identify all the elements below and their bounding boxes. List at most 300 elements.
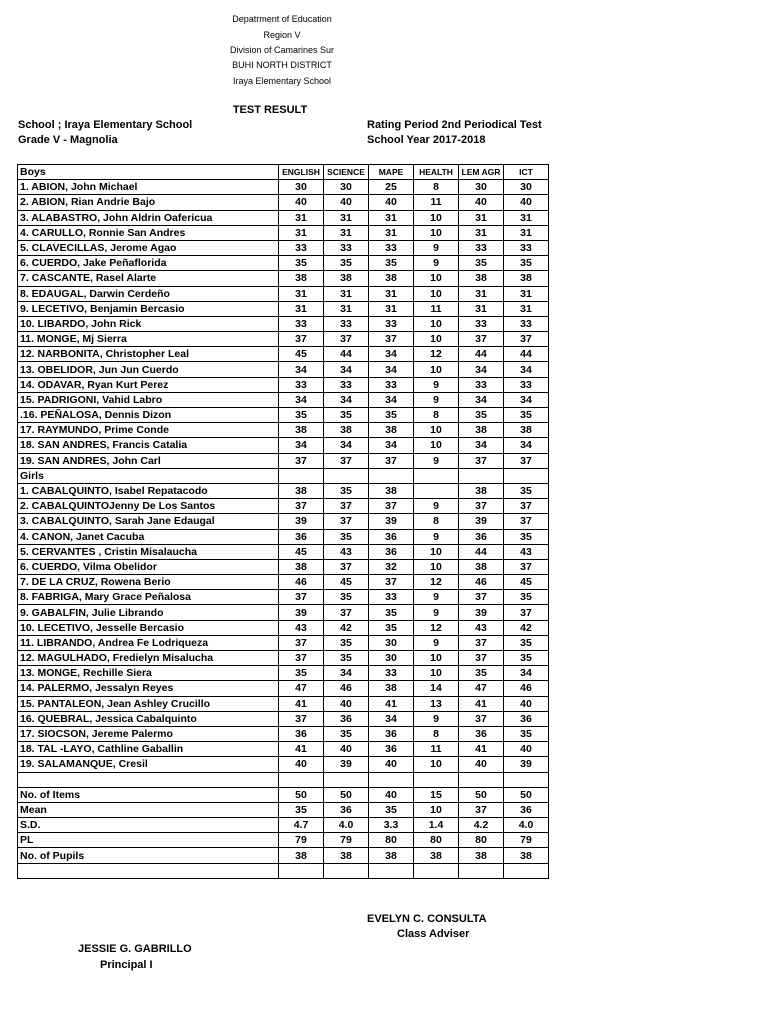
score-cell: 30 bbox=[369, 651, 414, 666]
score-cell: 40 bbox=[504, 195, 549, 210]
score-cell: 31 bbox=[279, 301, 324, 316]
table-row bbox=[18, 195, 549, 210]
table-row bbox=[18, 210, 549, 225]
score-cell: 36 bbox=[369, 742, 414, 757]
score-cell: 4.0 bbox=[324, 818, 369, 833]
row-label-cell: 14. ODAVAR, Ryan Kurt Perez bbox=[18, 377, 279, 392]
score-cell: 35 bbox=[504, 408, 549, 423]
row-label-cell: 12. MAGULHADO, Fredielyn Misalucha bbox=[18, 651, 279, 666]
score-cell: 36 bbox=[324, 711, 369, 726]
score-cell: 30 bbox=[324, 180, 369, 195]
row-label-cell: 7. CASCANTE, Rasel Alarte bbox=[18, 271, 279, 286]
score-cell: 40 bbox=[369, 787, 414, 802]
score-cell bbox=[459, 863, 504, 878]
table-row bbox=[18, 271, 549, 286]
table-row bbox=[18, 620, 549, 635]
score-cell: 40 bbox=[369, 757, 414, 772]
row-label-cell: 15. PADRIGONI, Vahid Labro bbox=[18, 392, 279, 407]
score-cell: 38 bbox=[459, 483, 504, 498]
row-label-cell: 11. LIBRANDO, Andrea Fe Lodriqueza bbox=[18, 635, 279, 650]
score-cell: 32 bbox=[369, 559, 414, 574]
table-row bbox=[18, 575, 549, 590]
score-cell: 37 bbox=[279, 453, 324, 468]
score-cell: 80 bbox=[414, 833, 459, 848]
score-cell: 10 bbox=[414, 316, 459, 331]
row-label-cell: 3. CABALQUINTO, Sarah Jane Edaugal bbox=[18, 514, 279, 529]
score-cell: 31 bbox=[459, 286, 504, 301]
score-cell: 10 bbox=[414, 332, 459, 347]
score-cell: 33 bbox=[504, 316, 549, 331]
score-cell: 37 bbox=[504, 499, 549, 514]
header-line-department: Depatrment of Education bbox=[232, 14, 332, 24]
score-cell: 35 bbox=[504, 635, 549, 650]
score-cell: 14 bbox=[414, 681, 459, 696]
table-row bbox=[18, 605, 549, 620]
score-cell: 9 bbox=[414, 605, 459, 620]
score-cell: 10 bbox=[414, 362, 459, 377]
score-cell: 37 bbox=[324, 514, 369, 529]
score-cell: 3.3 bbox=[369, 818, 414, 833]
table-row bbox=[18, 651, 549, 666]
score-cell: 34 bbox=[279, 362, 324, 377]
score-cell: 37 bbox=[459, 635, 504, 650]
table-row bbox=[18, 635, 549, 650]
score-cell: ENGLISH bbox=[279, 165, 324, 180]
score-cell: 37 bbox=[504, 559, 549, 574]
score-cell: 35 bbox=[459, 408, 504, 423]
score-cell: 40 bbox=[369, 195, 414, 210]
score-cell bbox=[414, 468, 459, 483]
score-cell: 44 bbox=[459, 347, 504, 362]
score-cell: 10 bbox=[414, 651, 459, 666]
table-header-row bbox=[18, 165, 549, 180]
row-label-cell: 17. SIOCSON, Jereme Palermo bbox=[18, 726, 279, 741]
score-cell: 34 bbox=[504, 362, 549, 377]
score-cell: 10 bbox=[414, 225, 459, 240]
score-cell: 35 bbox=[504, 483, 549, 498]
score-cell: 40 bbox=[279, 195, 324, 210]
score-cell: 33 bbox=[459, 377, 504, 392]
score-cell: 35 bbox=[324, 590, 369, 605]
score-cell: LEM AGR bbox=[459, 165, 504, 180]
score-cell: 80 bbox=[369, 833, 414, 848]
score-cell bbox=[279, 772, 324, 787]
row-label-cell: 19. SALAMANQUE, Cresil bbox=[18, 757, 279, 772]
score-cell: 45 bbox=[279, 347, 324, 362]
score-cell: 31 bbox=[324, 301, 369, 316]
score-cell: 39 bbox=[279, 605, 324, 620]
score-cell: 34 bbox=[324, 438, 369, 453]
score-cell: 8 bbox=[414, 408, 459, 423]
score-cell: 9 bbox=[414, 392, 459, 407]
score-cell: 45 bbox=[504, 575, 549, 590]
grade-info: Grade V - Magnolia bbox=[18, 134, 118, 146]
score-cell: 44 bbox=[324, 347, 369, 362]
score-cell: 47 bbox=[459, 681, 504, 696]
score-cell: 37 bbox=[279, 635, 324, 650]
score-cell: 37 bbox=[504, 514, 549, 529]
score-cell: 39 bbox=[504, 757, 549, 772]
score-cell bbox=[459, 468, 504, 483]
table-row bbox=[18, 316, 549, 331]
row-label-cell: 10. LIBARDO, John Rick bbox=[18, 316, 279, 331]
row-label-cell: No. of Pupils bbox=[18, 848, 279, 863]
row-label-cell: 13. OBELIDOR, Jun Jun Cuerdo bbox=[18, 362, 279, 377]
score-cell: 33 bbox=[504, 377, 549, 392]
score-cell: 37 bbox=[279, 590, 324, 605]
score-cell: 33 bbox=[279, 377, 324, 392]
score-cell: 37 bbox=[324, 499, 369, 514]
score-cell: 43 bbox=[279, 620, 324, 635]
score-cell: 9 bbox=[414, 256, 459, 271]
score-cell: 33 bbox=[504, 240, 549, 255]
header-line-district: BUHI NORTH DISTRICT bbox=[232, 60, 332, 70]
score-cell: 36 bbox=[279, 726, 324, 741]
score-cell: 35 bbox=[324, 635, 369, 650]
score-cell: 30 bbox=[369, 635, 414, 650]
table-row bbox=[18, 377, 549, 392]
row-label-cell: Mean bbox=[18, 802, 279, 817]
score-cell: 10 bbox=[414, 666, 459, 681]
score-cell: 40 bbox=[279, 757, 324, 772]
score-cell: 38 bbox=[279, 559, 324, 574]
score-cell: 42 bbox=[324, 620, 369, 635]
score-cell: 10 bbox=[414, 286, 459, 301]
school-info: School ; Iraya Elementary School bbox=[18, 119, 193, 131]
score-cell: 35 bbox=[324, 256, 369, 271]
row-label-cell: 3. ALABASTRO, John Aldrin Oafericua bbox=[18, 210, 279, 225]
table-row bbox=[18, 757, 549, 772]
score-cell: 34 bbox=[459, 362, 504, 377]
score-cell: 44 bbox=[459, 544, 504, 559]
score-cell: 31 bbox=[369, 301, 414, 316]
score-cell: 10 bbox=[414, 544, 459, 559]
score-cell: 50 bbox=[459, 787, 504, 802]
score-cell: 38 bbox=[459, 848, 504, 863]
score-cell: 37 bbox=[459, 332, 504, 347]
score-cell bbox=[504, 863, 549, 878]
score-cell: 31 bbox=[279, 286, 324, 301]
score-cell: 10 bbox=[414, 438, 459, 453]
score-cell: 35 bbox=[504, 529, 549, 544]
score-cell: 38 bbox=[279, 848, 324, 863]
score-cell: 42 bbox=[504, 620, 549, 635]
score-cell: 34 bbox=[504, 666, 549, 681]
row-label-cell: .16. PEÑALOSA, Dennis Dizon bbox=[18, 408, 279, 423]
score-cell: 34 bbox=[324, 666, 369, 681]
score-cell bbox=[369, 772, 414, 787]
score-cell: 31 bbox=[324, 210, 369, 225]
table-row bbox=[18, 514, 549, 529]
score-cell: 35 bbox=[369, 802, 414, 817]
score-cell: 79 bbox=[504, 833, 549, 848]
row-label-cell: 12. NARBONITA, Christopher Leal bbox=[18, 347, 279, 362]
score-cell: 38 bbox=[279, 483, 324, 498]
score-cell: 46 bbox=[459, 575, 504, 590]
score-cell: 36 bbox=[504, 802, 549, 817]
score-cell: 43 bbox=[504, 544, 549, 559]
score-cell: 38 bbox=[324, 848, 369, 863]
document-title: TEST RESULT bbox=[232, 104, 308, 116]
score-cell bbox=[504, 468, 549, 483]
table-row bbox=[18, 529, 549, 544]
header-line-region: Region V bbox=[263, 30, 301, 40]
row-label-cell: 1. ABION, John Michael bbox=[18, 180, 279, 195]
score-cell: 31 bbox=[459, 301, 504, 316]
score-cell: 38 bbox=[369, 848, 414, 863]
score-cell: 46 bbox=[504, 681, 549, 696]
table-row bbox=[18, 408, 549, 423]
table-row bbox=[18, 681, 549, 696]
score-cell: 36 bbox=[279, 529, 324, 544]
score-cell: 39 bbox=[369, 514, 414, 529]
score-cell: 41 bbox=[459, 696, 504, 711]
principal-name: JESSIE G. GABRILLO bbox=[78, 943, 192, 955]
table-row bbox=[18, 225, 549, 240]
score-cell: 35 bbox=[504, 256, 549, 271]
score-cell: 33 bbox=[369, 316, 414, 331]
score-cell: 36 bbox=[504, 711, 549, 726]
score-cell bbox=[324, 863, 369, 878]
score-cell bbox=[414, 772, 459, 787]
score-cell: 33 bbox=[369, 666, 414, 681]
score-cell: 10 bbox=[414, 757, 459, 772]
table-row bbox=[18, 742, 549, 757]
score-cell: 41 bbox=[369, 696, 414, 711]
score-cell: 43 bbox=[459, 620, 504, 635]
score-cell: 38 bbox=[504, 271, 549, 286]
score-cell: 50 bbox=[504, 787, 549, 802]
row-label-cell: 11. MONGE, Mj Sierra bbox=[18, 332, 279, 347]
score-cell: 34 bbox=[459, 438, 504, 453]
score-cell: 9 bbox=[414, 590, 459, 605]
score-cell bbox=[414, 483, 459, 498]
score-cell: 36 bbox=[459, 726, 504, 741]
score-cell: 35 bbox=[324, 726, 369, 741]
score-cell: 41 bbox=[279, 696, 324, 711]
score-cell: 37 bbox=[324, 559, 369, 574]
score-cell: 12 bbox=[414, 620, 459, 635]
score-cell: 45 bbox=[279, 544, 324, 559]
score-cell: 37 bbox=[324, 605, 369, 620]
score-cell: 38 bbox=[504, 423, 549, 438]
score-cell: 34 bbox=[504, 392, 549, 407]
score-cell: SCIENCE bbox=[324, 165, 369, 180]
row-label-cell: 15. PANTALEON, Jean Ashley Crucillo bbox=[18, 696, 279, 711]
score-cell: 36 bbox=[369, 544, 414, 559]
score-cell: 31 bbox=[324, 286, 369, 301]
score-cell: 38 bbox=[369, 423, 414, 438]
score-cell: 35 bbox=[504, 651, 549, 666]
table-row bbox=[18, 726, 549, 741]
score-cell: 38 bbox=[369, 681, 414, 696]
table-row bbox=[18, 711, 549, 726]
score-cell: 41 bbox=[459, 742, 504, 757]
score-cell: HEALTH bbox=[414, 165, 459, 180]
score-cell: 35 bbox=[279, 666, 324, 681]
score-cell: 38 bbox=[369, 483, 414, 498]
score-cell bbox=[504, 772, 549, 787]
score-cell: 10 bbox=[414, 210, 459, 225]
score-cell: 34 bbox=[369, 362, 414, 377]
score-cell: 37 bbox=[504, 332, 549, 347]
table-row bbox=[18, 362, 549, 377]
row-label-cell: 14. PALERMO, Jessalyn Reyes bbox=[18, 681, 279, 696]
score-cell: 37 bbox=[279, 499, 324, 514]
score-cell: 35 bbox=[279, 408, 324, 423]
score-cell bbox=[279, 863, 324, 878]
score-cell: 31 bbox=[504, 286, 549, 301]
score-cell: 35 bbox=[279, 802, 324, 817]
score-cell: 30 bbox=[504, 180, 549, 195]
score-cell: 4.7 bbox=[279, 818, 324, 833]
score-cell: 9 bbox=[414, 635, 459, 650]
table-row bbox=[18, 438, 549, 453]
score-cell: 39 bbox=[459, 605, 504, 620]
score-cell: 36 bbox=[459, 529, 504, 544]
score-cell: 34 bbox=[459, 392, 504, 407]
score-cell: 34 bbox=[279, 392, 324, 407]
row-label-cell: 7. DE LA CRUZ, Rowena Berio bbox=[18, 575, 279, 590]
table-row bbox=[18, 590, 549, 605]
score-cell: 38 bbox=[459, 271, 504, 286]
score-cell: 37 bbox=[459, 802, 504, 817]
score-cell: 45 bbox=[324, 575, 369, 590]
score-cell: 38 bbox=[459, 423, 504, 438]
score-cell: 40 bbox=[504, 742, 549, 757]
score-cell: 33 bbox=[324, 316, 369, 331]
score-cell: 40 bbox=[324, 742, 369, 757]
score-cell: 31 bbox=[459, 210, 504, 225]
score-cell: 31 bbox=[324, 225, 369, 240]
score-cell: 35 bbox=[279, 256, 324, 271]
table-row bbox=[18, 392, 549, 407]
table-row bbox=[18, 483, 549, 498]
score-cell: 10 bbox=[414, 559, 459, 574]
score-cell: 38 bbox=[504, 848, 549, 863]
score-cell: 41 bbox=[279, 742, 324, 757]
row-label-cell: 8. EDAUGAL, Darwin Cerdeño bbox=[18, 286, 279, 301]
score-cell: 33 bbox=[324, 240, 369, 255]
table-row bbox=[18, 453, 549, 468]
row-label-cell bbox=[18, 863, 279, 878]
score-cell: 37 bbox=[279, 332, 324, 347]
score-cell: 25 bbox=[369, 180, 414, 195]
score-cell: 31 bbox=[369, 210, 414, 225]
score-cell: 33 bbox=[459, 316, 504, 331]
table-row bbox=[18, 256, 549, 271]
row-label-cell: PL bbox=[18, 833, 279, 848]
score-cell: 10 bbox=[414, 271, 459, 286]
row-label-cell: 9. LECETIVO, Benjamin Bercasio bbox=[18, 301, 279, 316]
score-cell: 11 bbox=[414, 195, 459, 210]
score-cell: 33 bbox=[369, 377, 414, 392]
adviser-title: Class Adviser bbox=[397, 928, 470, 940]
score-cell: 37 bbox=[279, 651, 324, 666]
score-cell: 35 bbox=[369, 256, 414, 271]
summary-row bbox=[18, 818, 549, 833]
score-cell: 8 bbox=[414, 726, 459, 741]
row-label-cell: 5. CLAVECILLAS, Jerome Agao bbox=[18, 240, 279, 255]
score-cell: 47 bbox=[279, 681, 324, 696]
score-cell: MAPE bbox=[369, 165, 414, 180]
score-cell: 79 bbox=[324, 833, 369, 848]
score-cell: 37 bbox=[459, 651, 504, 666]
score-cell: 9 bbox=[414, 529, 459, 544]
score-cell: 40 bbox=[324, 696, 369, 711]
summary-row bbox=[18, 833, 549, 848]
score-cell: 34 bbox=[324, 392, 369, 407]
score-cell: 37 bbox=[504, 453, 549, 468]
row-label-cell: 10. LECETIVO, Jesselle Bercasio bbox=[18, 620, 279, 635]
score-cell: 31 bbox=[504, 301, 549, 316]
score-cell: 8 bbox=[414, 180, 459, 195]
table-row bbox=[18, 696, 549, 711]
summary-row bbox=[18, 787, 549, 802]
score-cell: 36 bbox=[369, 726, 414, 741]
score-cell: 33 bbox=[369, 590, 414, 605]
score-cell: 40 bbox=[324, 195, 369, 210]
table-row bbox=[18, 666, 549, 681]
row-label-cell: 9. GABALFIN, Julie Librando bbox=[18, 605, 279, 620]
table-row bbox=[18, 347, 549, 362]
row-label-cell: 18. TAL -LAYO, Cathline Gaballin bbox=[18, 742, 279, 757]
score-cell: 37 bbox=[324, 453, 369, 468]
score-cell: 37 bbox=[369, 575, 414, 590]
score-cell: 36 bbox=[369, 529, 414, 544]
score-cell: 36 bbox=[324, 802, 369, 817]
score-cell: 31 bbox=[369, 286, 414, 301]
score-cell: 10 bbox=[414, 802, 459, 817]
table-row bbox=[18, 499, 549, 514]
score-cell: 38 bbox=[324, 271, 369, 286]
score-cell: 31 bbox=[369, 225, 414, 240]
score-cell: 40 bbox=[504, 696, 549, 711]
score-cell: 40 bbox=[459, 195, 504, 210]
score-cell bbox=[369, 468, 414, 483]
score-cell: 34 bbox=[279, 438, 324, 453]
score-cell: 37 bbox=[369, 453, 414, 468]
score-cell: 10 bbox=[414, 423, 459, 438]
blank-row bbox=[18, 863, 549, 878]
rating-period-info: Rating Period 2nd Periodical Test bbox=[367, 119, 542, 131]
score-cell: 39 bbox=[459, 514, 504, 529]
score-cell: 31 bbox=[504, 225, 549, 240]
score-cell: 9 bbox=[414, 711, 459, 726]
principal-title: Principal I bbox=[100, 959, 153, 971]
school-year-info: School Year 2017-2018 bbox=[367, 134, 486, 146]
row-label-cell: S.D. bbox=[18, 818, 279, 833]
score-cell: 34 bbox=[324, 362, 369, 377]
score-cell bbox=[324, 772, 369, 787]
score-cell: 15 bbox=[414, 787, 459, 802]
score-cell: 79 bbox=[279, 833, 324, 848]
summary-row bbox=[18, 802, 549, 817]
score-cell: 37 bbox=[324, 332, 369, 347]
score-cell: 37 bbox=[459, 590, 504, 605]
score-cell bbox=[459, 772, 504, 787]
score-cell: 9 bbox=[414, 453, 459, 468]
table-row bbox=[18, 301, 549, 316]
score-cell: 37 bbox=[279, 711, 324, 726]
score-cell: 35 bbox=[324, 651, 369, 666]
score-cell: 33 bbox=[324, 377, 369, 392]
row-label-cell: 2. CABALQUINTOJenny De Los Santos bbox=[18, 499, 279, 514]
score-cell: 11 bbox=[414, 742, 459, 757]
row-label-cell: 2. ABION, Rian Andrie Bajo bbox=[18, 195, 279, 210]
row-label-cell: 17. RAYMUNDO, Prime Conde bbox=[18, 423, 279, 438]
blank-row bbox=[18, 772, 549, 787]
